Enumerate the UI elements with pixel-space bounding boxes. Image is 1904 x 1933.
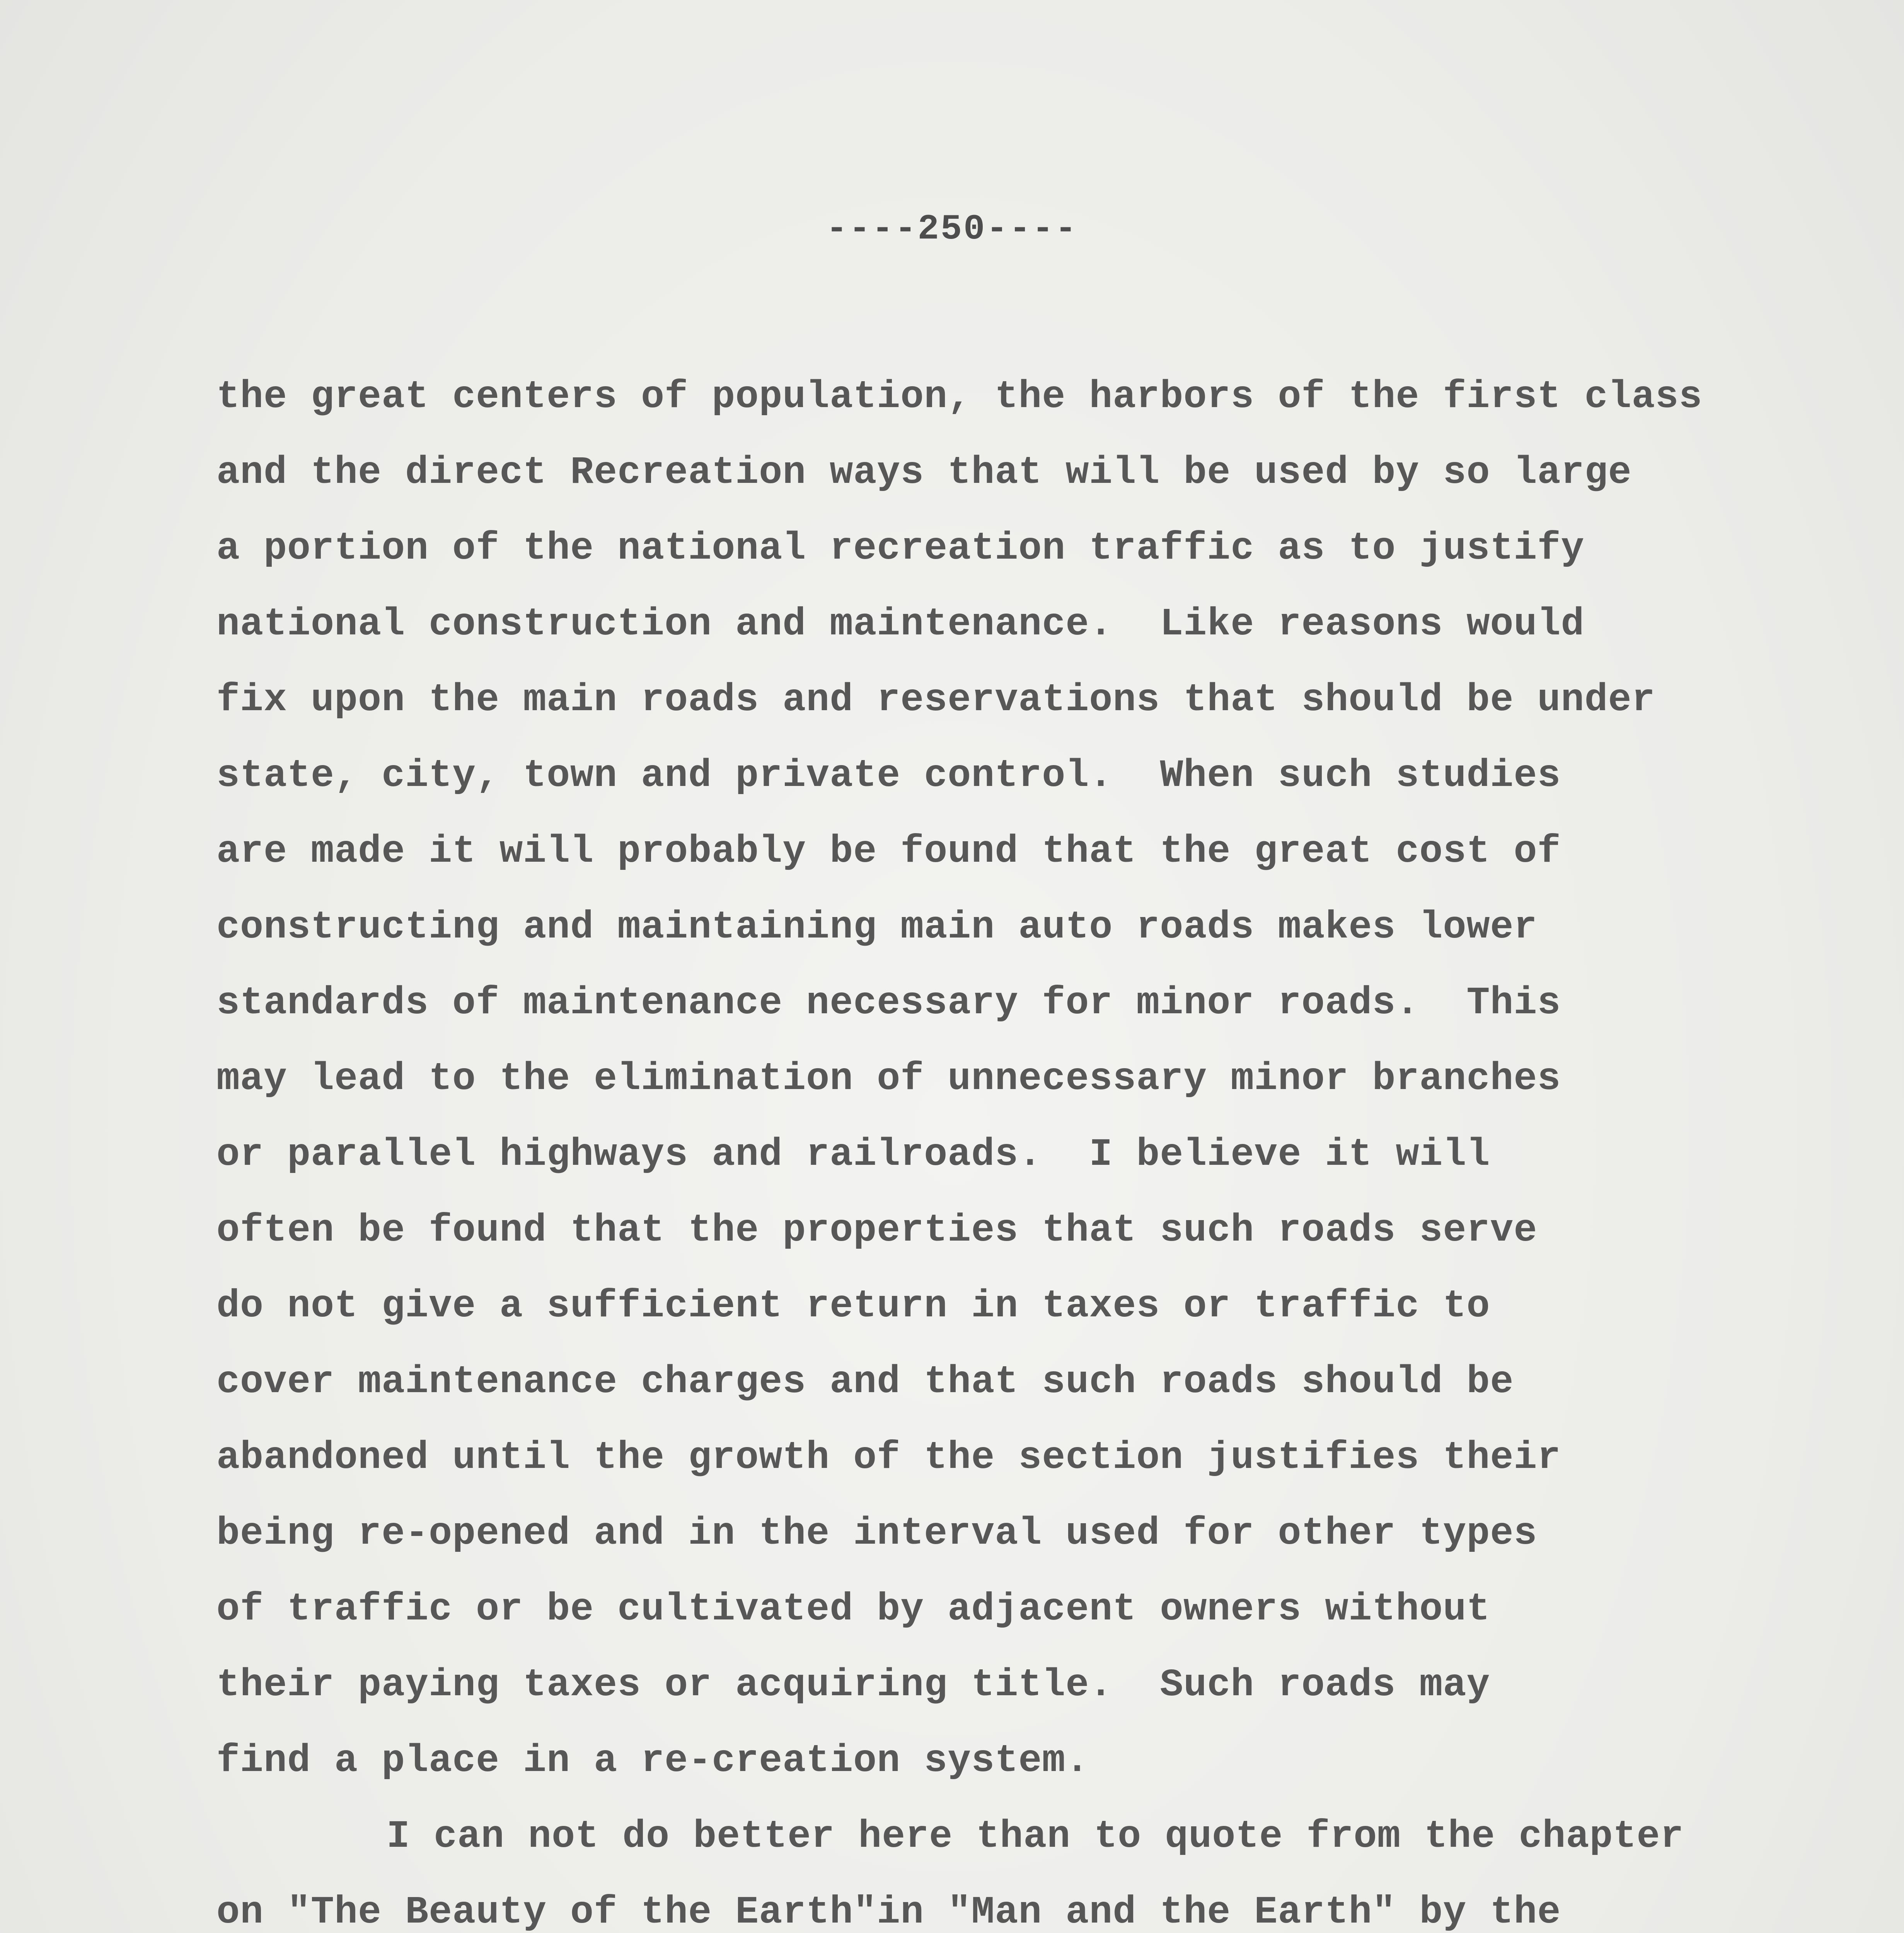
text-line: cover maintenance charges and that such roads should be — [216, 1360, 1514, 1404]
text-line: being re-opened and in the interval used for other types — [216, 1512, 1538, 1556]
text-line: of traffic or be cultivated by adjacent owners without — [216, 1588, 1490, 1631]
text-line: find a place in a re-creation system. — [216, 1739, 1089, 1783]
page-number: ----250---- — [826, 209, 1078, 249]
text-line: do not give a sufficient return in taxes or traffic to — [216, 1285, 1490, 1328]
text-line-paragraph-start: I can not do better here than to quote from the chapter — [387, 1815, 1684, 1859]
text-line: are made it will probably be found that the great cost of — [216, 830, 1561, 874]
text-line: a portion of the national recreation traffic as to justify — [216, 527, 1585, 571]
text-line: often be found that the properties that such roads serve — [216, 1209, 1538, 1253]
text-line: state, city, town and private control. When such studies — [216, 754, 1561, 798]
text-line: abandoned until the growth of the section justifies their — [216, 1436, 1561, 1480]
text-line: and the direct Recreation ways that will be used by so large — [216, 451, 1632, 495]
text-line: fix upon the main roads and reservations that should be under — [216, 678, 1655, 722]
text-line: standards of maintenance necessary for minor roads. This — [216, 982, 1561, 1025]
text-line: constructing and maintaining main auto roads makes lower — [216, 906, 1538, 949]
body-text — [216, 360, 1860, 1933]
text-line: the great centers of population, the harbors of the first class — [216, 375, 1703, 419]
text-line: may lead to the elimination of unnecessary minor branches — [216, 1057, 1561, 1101]
text-line: national construction and maintenance. Like reasons would — [216, 603, 1585, 646]
text-line: their paying taxes or acquiring title. Such roads may — [216, 1664, 1490, 1707]
text-line: on "The Beauty of the Earth"in "Man and the Earth" by the — [216, 1891, 1561, 1933]
text-line: or parallel highways and railroads. I believe it will — [216, 1133, 1490, 1177]
